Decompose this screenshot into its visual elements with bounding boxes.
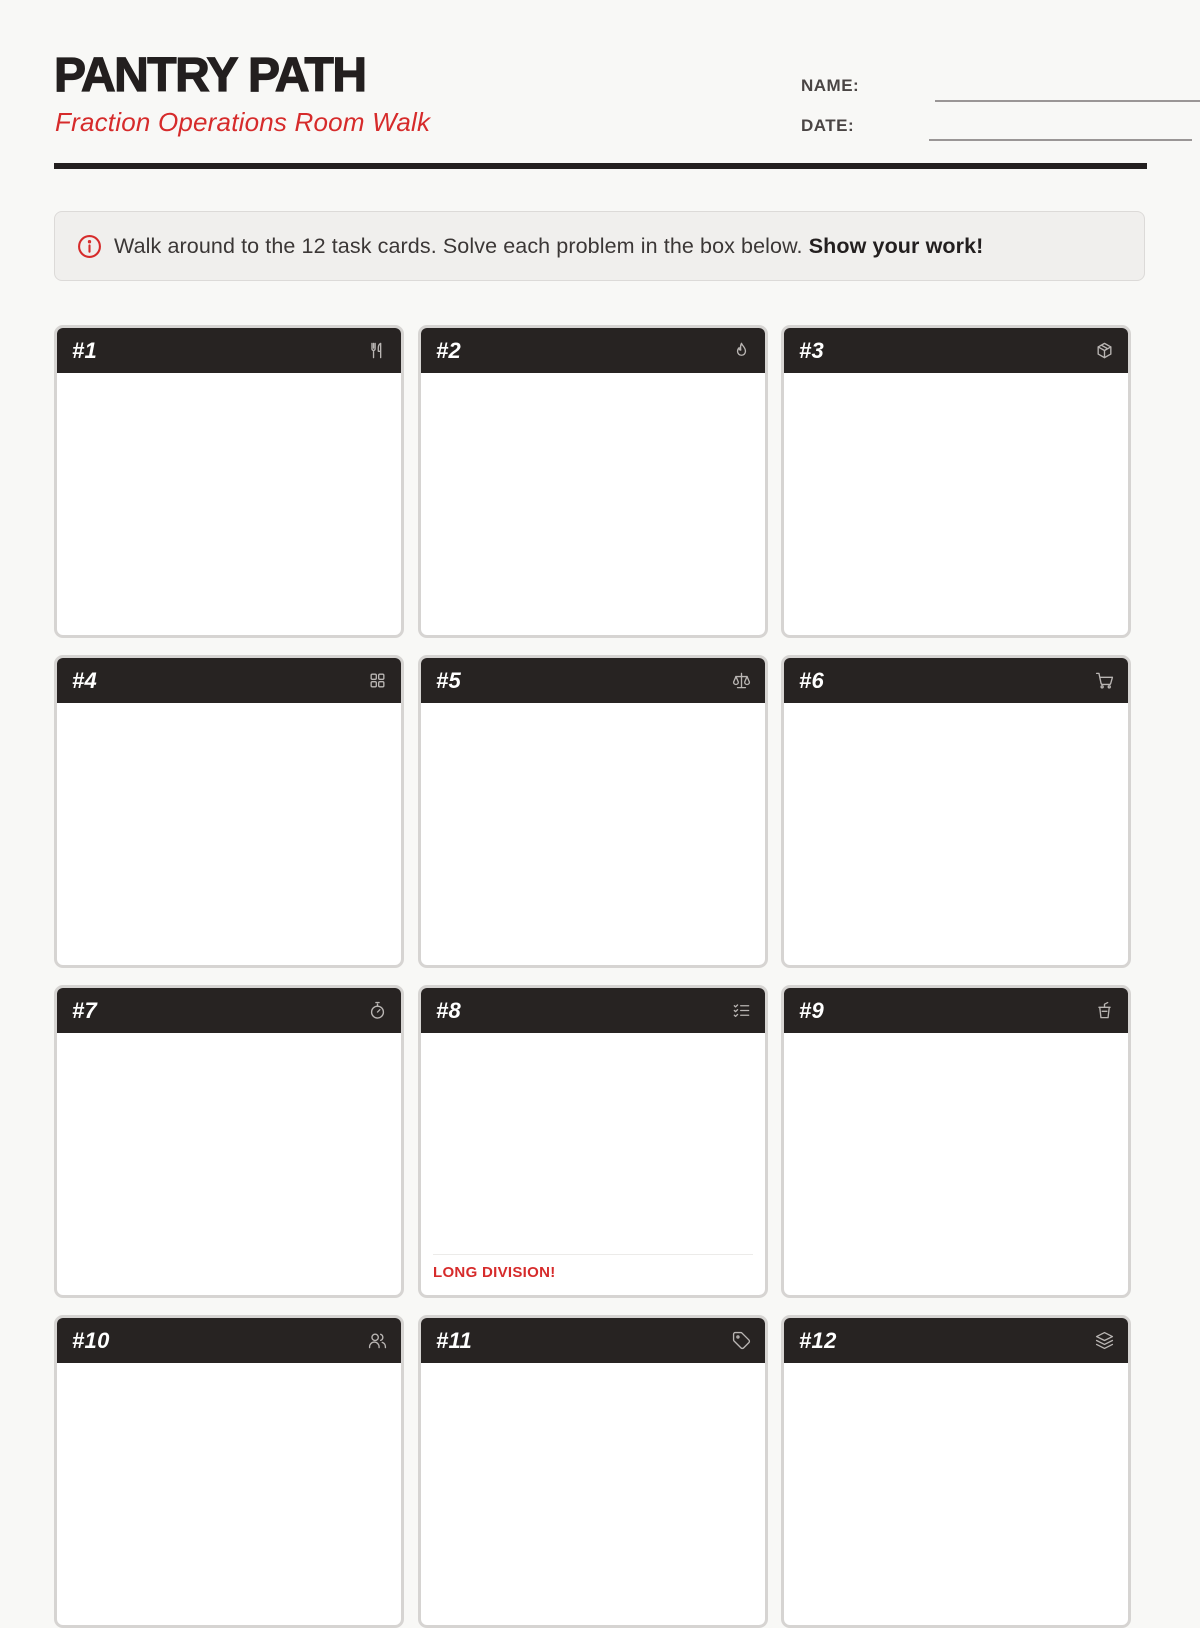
flame-icon xyxy=(731,341,751,361)
task-card xyxy=(54,1315,404,1628)
date-label: DATE: xyxy=(801,116,855,135)
task-card-hint: LONG DIVISION! xyxy=(433,1254,753,1281)
task-card xyxy=(418,655,768,968)
answer-box[interactable] xyxy=(57,1363,401,1625)
task-card-header xyxy=(421,1318,765,1363)
answer-box[interactable] xyxy=(57,373,401,635)
name-line[interactable] xyxy=(935,100,1200,102)
task-card-number: #8 xyxy=(436,997,462,1023)
task-card-header xyxy=(784,988,1128,1033)
task-card-header xyxy=(421,328,765,373)
task-card-header xyxy=(784,658,1128,703)
date-line[interactable] xyxy=(929,139,1192,141)
task-card xyxy=(781,1315,1131,1628)
grid-icon xyxy=(367,671,387,691)
task-card-number: #2 xyxy=(436,337,462,363)
task-card-number: #5 xyxy=(436,667,462,693)
task-card-number: #10 xyxy=(72,1327,110,1353)
instructions-banner xyxy=(54,211,1145,281)
answer-box[interactable] xyxy=(784,1033,1128,1295)
page-subtitle: Fraction Operations Room Walk xyxy=(55,107,431,137)
cup-icon xyxy=(1094,1001,1114,1021)
answer-box[interactable] xyxy=(57,1033,401,1295)
task-card-header xyxy=(57,1318,401,1363)
answer-box[interactable] xyxy=(784,703,1128,965)
instructions-text xyxy=(114,234,983,259)
task-card-header xyxy=(784,1318,1128,1363)
layers-icon xyxy=(1094,1331,1114,1351)
worksheet-header xyxy=(54,0,1147,170)
worksheet-page xyxy=(54,0,1147,1353)
task-card-header xyxy=(421,988,765,1033)
header-divider xyxy=(54,163,1147,169)
answer-box[interactable] xyxy=(57,703,401,965)
task-card-number: #6 xyxy=(799,667,825,693)
name-label: NAME: xyxy=(801,76,860,95)
answer-box[interactable] xyxy=(421,1033,765,1295)
utensils-icon xyxy=(367,341,387,361)
task-card-number: #1 xyxy=(72,337,98,363)
instructions-emphasis: Show your work! xyxy=(808,233,984,258)
package-icon xyxy=(1094,341,1114,361)
name-field[interactable] xyxy=(801,76,859,96)
answer-box[interactable] xyxy=(421,1363,765,1625)
cart-icon xyxy=(1094,671,1114,691)
task-card xyxy=(418,1315,768,1628)
info-circle-icon xyxy=(76,233,102,259)
answer-box[interactable] xyxy=(784,1363,1128,1625)
task-card-number: #3 xyxy=(799,337,825,363)
task-card-header xyxy=(57,328,401,373)
date-field[interactable] xyxy=(801,116,854,136)
tag-icon xyxy=(731,1331,751,1351)
timer-icon xyxy=(367,1001,387,1021)
answer-box[interactable] xyxy=(421,703,765,965)
task-card xyxy=(781,985,1131,1298)
task-card xyxy=(781,655,1131,968)
task-card xyxy=(781,325,1131,638)
task-card xyxy=(54,985,404,1298)
task-card xyxy=(418,325,768,638)
answer-box[interactable] xyxy=(421,373,765,635)
task-card-header xyxy=(784,328,1128,373)
answer-box[interactable] xyxy=(784,373,1128,635)
task-card-number: #12 xyxy=(799,1327,837,1353)
task-card xyxy=(418,985,768,1298)
scale-icon xyxy=(731,671,751,691)
task-card-number: #9 xyxy=(799,997,825,1023)
users-icon xyxy=(367,1331,387,1351)
task-card xyxy=(54,655,404,968)
task-card-number: #11 xyxy=(436,1327,472,1353)
page-title: PANTRY PATH xyxy=(54,49,366,102)
task-card-number: #4 xyxy=(72,667,98,693)
task-card-header xyxy=(421,658,765,703)
task-card-header xyxy=(57,658,401,703)
instructions-body: Walk around to the 12 task cards. Solve each problem in the box below. xyxy=(114,233,809,258)
checklist-icon xyxy=(731,1001,751,1021)
task-card-header xyxy=(57,988,401,1033)
task-card-number: #7 xyxy=(72,997,98,1023)
task-card xyxy=(54,325,404,638)
